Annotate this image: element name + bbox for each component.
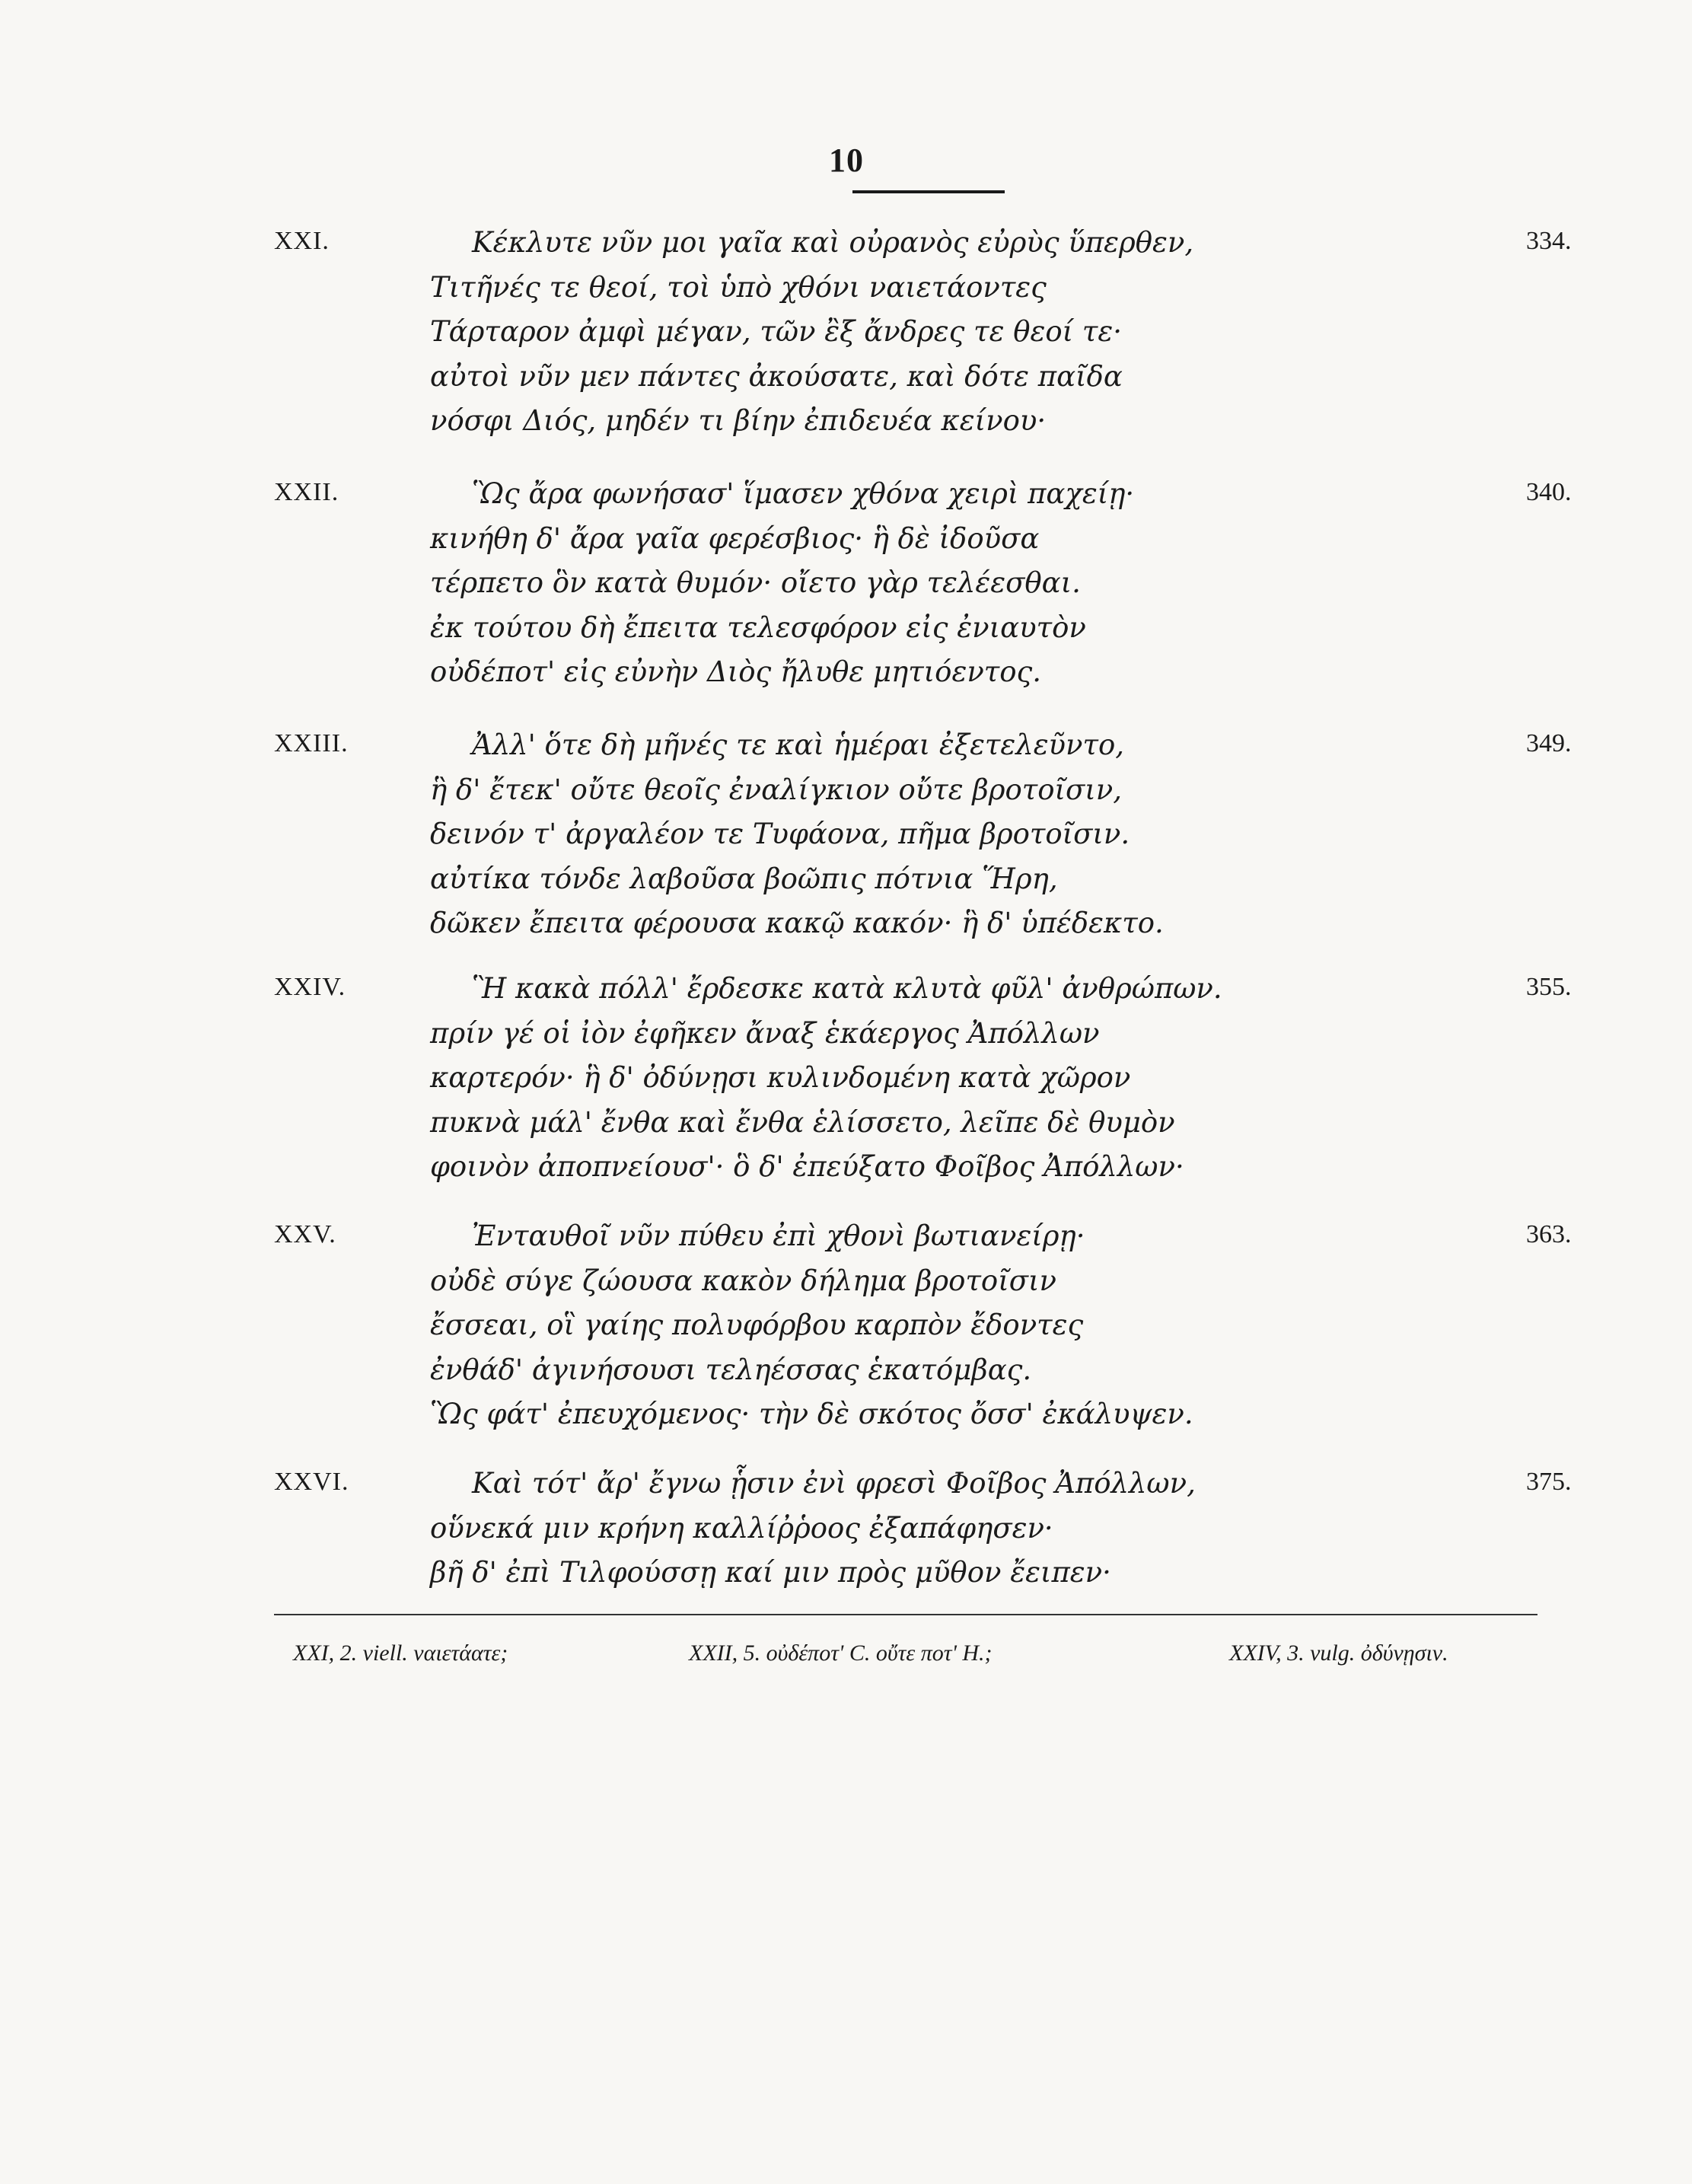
- verse-line: βῆ δ' ἐπὶ Τιλφούσσῃ καί μιν πρὸς μῦθον ἔειπεν·: [430, 1556, 1111, 1589]
- verse-line: ἐκ τούτου δὴ ἔπειτα τελεσφόρον εἰς ἐνιαυτὸν: [430, 611, 1086, 644]
- stanza-verse: [430, 1462, 1496, 1596]
- verse-line: ἔσσεαι, οἳ γαίης πολυφόρβου καρπὸν ἔδοντες: [430, 1309, 1084, 1341]
- verse-line: πρίν γέ οἱ ἰὸν ἐφῆκεν ἄναξ ἑκάεργος Ἀπόλλων: [430, 1016, 1100, 1050]
- verse-line: αὐτοὶ νῦν μεν πάντες ἀκούσατε, καὶ δότε παῖδα: [430, 359, 1123, 393]
- stanza-roman-numeral: XXIV.: [274, 973, 346, 1001]
- footnote: XXII, 5. οὐδέποτ' C. οὔτε ποτ' H.;: [689, 1640, 993, 1666]
- stanza-line-number: 355.: [1526, 973, 1572, 1001]
- verse-line: τέρπετο ὃν κατὰ θυμόν· οἴετο γὰρ τελέεσθαι.: [430, 566, 1081, 599]
- verse-line: καρτερόν· ἣ δ' ὀδύνῃσι κυλινδομένη κατὰ χῶρον: [430, 1061, 1131, 1094]
- stanza-line-number: 340.: [1526, 478, 1572, 506]
- stanza-roman-numeral: XXV.: [274, 1220, 336, 1248]
- verse-line: κινήθη δ' ἄρα γαῖα φερέσβιος· ἣ δὲ ἰδοῦσα: [430, 521, 1040, 555]
- footnote: XXI, 2. viell. ναιετάατε;: [293, 1640, 508, 1666]
- verse-line: Τιτῆνές τε θεοί, τοὶ ὑπὸ χθόνι ναιετάοντες: [430, 270, 1047, 304]
- verse-line: οὐδὲ σύγε ζώουσα κακὸν δήλημα βροτοῖσιν: [430, 1264, 1056, 1297]
- verse-line: οὕνεκά μιν κρήνη καλλίῤῥοος ἐξαπάφησεν·: [430, 1511, 1053, 1545]
- stanza-roman-numeral: XXII.: [274, 478, 339, 506]
- verse-line: φοινὸν ἀποπνείουσ'· ὃ δ' ἐπεύξατο Φοῖβος Ἀπόλλων·: [430, 1150, 1184, 1183]
- footnote-rule: [274, 1614, 1537, 1615]
- verse-line: πυκνὰ μάλ' ἔνθα καὶ ἔνθα ἑλίσσετο, λεῖπε δὲ θυμὸν: [430, 1105, 1175, 1139]
- verse-line: Ὣς φάτ' ἐπευχόμενος· τὴν δὲ σκότος ὄσσ' ἐκάλυψεν.: [430, 1398, 1193, 1430]
- verse-line: Κέκλυτε νῦν μοι γαῖα καὶ οὐρανὸς εὐρὺς ὕπερθεν,: [472, 226, 1194, 259]
- stanza-roman-numeral: XXI.: [274, 227, 330, 255]
- verse-line: Ἐνταυθοῖ νῦν πύθευ ἐπὶ χθονὶ βωτιανείρῃ·: [472, 1220, 1085, 1252]
- verse-line: Καὶ τότ' ἄρ' ἔγνω ᾗσιν ἐνὶ φρεσὶ Φοῖβος Ἀπόλλων,: [472, 1467, 1196, 1500]
- verse-line: νόσφι Διός, μηδέν τι βίην ἐπιδευέα κείνου·: [430, 404, 1047, 437]
- verse-line: ἐνθάδ' ἀγινήσουσι τεληέσσας ἑκατόμβας.: [430, 1353, 1032, 1386]
- stanza-verse: [430, 967, 1496, 1190]
- stanza-verse: [430, 1214, 1496, 1437]
- stanza-line-number: 375.: [1526, 1468, 1572, 1496]
- verse-line: δῶκεν ἔπειτα φέρουσα κακῷ κακόν· ἣ δ' ὑπέδεκτο.: [430, 907, 1164, 939]
- verse-line: αὐτίκα τόνδε λαβοῦσα βοῶπις πότνια Ἥρη,: [430, 862, 1058, 895]
- page-number-rule: [852, 190, 1005, 193]
- verse-line: δεινόν τ' ἀργαλέον τε Τυφάονα, πῆμα βροτοῖσιν.: [430, 818, 1130, 850]
- stanza-roman-numeral: XXIII.: [274, 729, 349, 757]
- stanza-line-number: 349.: [1526, 729, 1572, 757]
- stanza-verse: [430, 221, 1496, 444]
- page-number: 10: [829, 142, 864, 179]
- stanza-verse: [430, 723, 1496, 946]
- footnote: XXIV, 3. vulg. ὀδύνῃσιν.: [1229, 1640, 1448, 1666]
- verse-line: Ἣ κακὰ πόλλ' ἔρδεσκε κατὰ κλυτὰ φῦλ' ἀνθρώπων.: [472, 972, 1222, 1005]
- stanza-line-number: 334.: [1526, 227, 1572, 255]
- verse-line: ἣ δ' ἔτεκ' οὔτε θεοῖς ἐναλίγκιον οὔτε βροτοῖσιν,: [430, 773, 1123, 806]
- verse-line: Ὣς ἄρα φωνήσασ' ἵμασεν χθόνα χειρὶ παχείῃ·: [472, 477, 1135, 510]
- stanza-line-number: 363.: [1526, 1220, 1572, 1248]
- verse-line: Ἀλλ' ὅτε δὴ μῆνές τε καὶ ἡμέραι ἐξετελεῦντο,: [472, 729, 1125, 761]
- stanza-verse: [430, 472, 1496, 695]
- verse-line: Τάρταρον ἀμφὶ μέγαν, τῶν ἒξ ἄνδρες τε θεοί τε·: [430, 315, 1122, 348]
- stanza-roman-numeral: XXVI.: [274, 1468, 349, 1496]
- verse-line: οὐδέποτ' εἰς εὐνὴν Διὸς ἤλυθε μητιόεντος.: [430, 655, 1042, 688]
